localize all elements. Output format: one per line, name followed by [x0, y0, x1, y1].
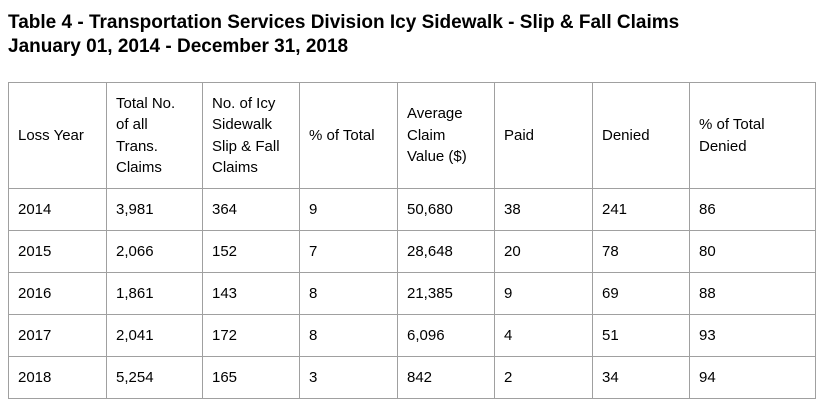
cell-average-claim-value: 50,680 — [398, 189, 495, 231]
table-row — [9, 231, 816, 273]
cell-percent-of-total: 3 — [300, 357, 398, 399]
cell-loss-year: 2015 — [9, 231, 107, 273]
header-label-line: Sidewalk — [212, 116, 273, 133]
header-label-line: Slip & Fall — [212, 137, 280, 155]
header-average-claim-value — [398, 83, 495, 189]
cell-percent-of-total: 9 — [300, 189, 398, 231]
header-paid — [495, 83, 593, 189]
cell-paid: 38 — [495, 189, 593, 231]
cell-denied: 241 — [593, 189, 690, 231]
cell-paid: 2 — [495, 357, 593, 399]
cell-denied: 34 — [593, 357, 690, 399]
cell-loss-year: 2014 — [9, 189, 107, 231]
cell-percent-denied: 88 — [690, 273, 816, 315]
header-label-line: Trans. — [116, 137, 158, 155]
cell-denied: 69 — [593, 273, 690, 315]
table-row — [9, 315, 816, 357]
cell-percent-denied: 94 — [690, 357, 816, 399]
header-label-line: of all — [116, 116, 148, 133]
cell-icy-sidewalk-claims: 152 — [203, 231, 300, 273]
cell-percent-denied: 86 — [690, 189, 816, 231]
header-row — [9, 83, 816, 189]
cell-loss-year: 2016 — [9, 273, 107, 315]
cell-percent-of-total: 8 — [300, 315, 398, 357]
header-label-line: Claim — [407, 126, 446, 144]
cell-paid: 4 — [495, 315, 593, 357]
cell-total-claims: 2,066 — [107, 231, 203, 273]
header-label-line: Claims — [212, 159, 258, 176]
header-icy-sidewalk-claims — [203, 83, 300, 189]
header-label-line: % of Total — [309, 126, 375, 144]
cell-icy-sidewalk-claims: 172 — [203, 315, 300, 357]
cell-percent-of-total: 7 — [300, 231, 398, 273]
header-loss-year — [9, 83, 107, 189]
cell-paid: 20 — [495, 231, 593, 273]
header-label-line: % of Total — [699, 116, 765, 133]
header-label-line: Paid — [504, 126, 535, 144]
cell-percent-denied: 93 — [690, 315, 816, 357]
header-percent-of-total — [300, 83, 398, 189]
cell-total-claims: 3,981 — [107, 189, 203, 231]
header-label-line: No. of Icy — [212, 94, 276, 112]
header-label-line: Total No. — [116, 94, 176, 112]
table-row — [9, 189, 816, 231]
header-label-line: Value ($) — [407, 148, 467, 166]
cell-total-claims: 2,041 — [107, 315, 203, 357]
cell-paid: 9 — [495, 273, 593, 315]
cell-loss-year: 2018 — [9, 357, 107, 399]
table-row — [9, 357, 816, 399]
header-label-line: Average — [407, 105, 463, 123]
date-range-subtitle: January 01, 2014 - December 31, 2018 — [8, 36, 349, 57]
claims-table — [8, 82, 816, 399]
cell-loss-year: 2017 — [9, 315, 107, 357]
cell-icy-sidewalk-claims: 143 — [203, 273, 300, 315]
cell-average-claim-value: 21,385 — [398, 273, 495, 315]
cell-percent-of-total: 8 — [300, 273, 398, 315]
cell-total-claims: 1,861 — [107, 273, 203, 315]
header-label-line: Denied — [699, 137, 747, 155]
cell-denied: 51 — [593, 315, 690, 357]
header-label-line: Loss Year — [18, 126, 84, 144]
cell-percent-denied: 80 — [690, 231, 816, 273]
header-percent-denied — [690, 83, 816, 189]
header-total-claims — [107, 83, 203, 189]
cell-icy-sidewalk-claims: 165 — [203, 357, 300, 399]
cell-icy-sidewalk-claims: 364 — [203, 189, 300, 231]
cell-denied: 78 — [593, 231, 690, 273]
cell-total-claims: 5,254 — [107, 357, 203, 399]
cell-average-claim-value: 6,096 — [398, 315, 495, 357]
header-label-line: Denied — [602, 126, 650, 144]
header-label-line: Claims — [116, 159, 162, 176]
table-title: Table 4 - Transportation Services Division Icy Sidewalk - Slip & Fall Claims — [8, 12, 680, 33]
cell-average-claim-value: 28,648 — [398, 231, 495, 273]
table-row — [9, 273, 816, 315]
header-denied — [593, 83, 690, 189]
cell-average-claim-value: 842 — [398, 357, 495, 399]
